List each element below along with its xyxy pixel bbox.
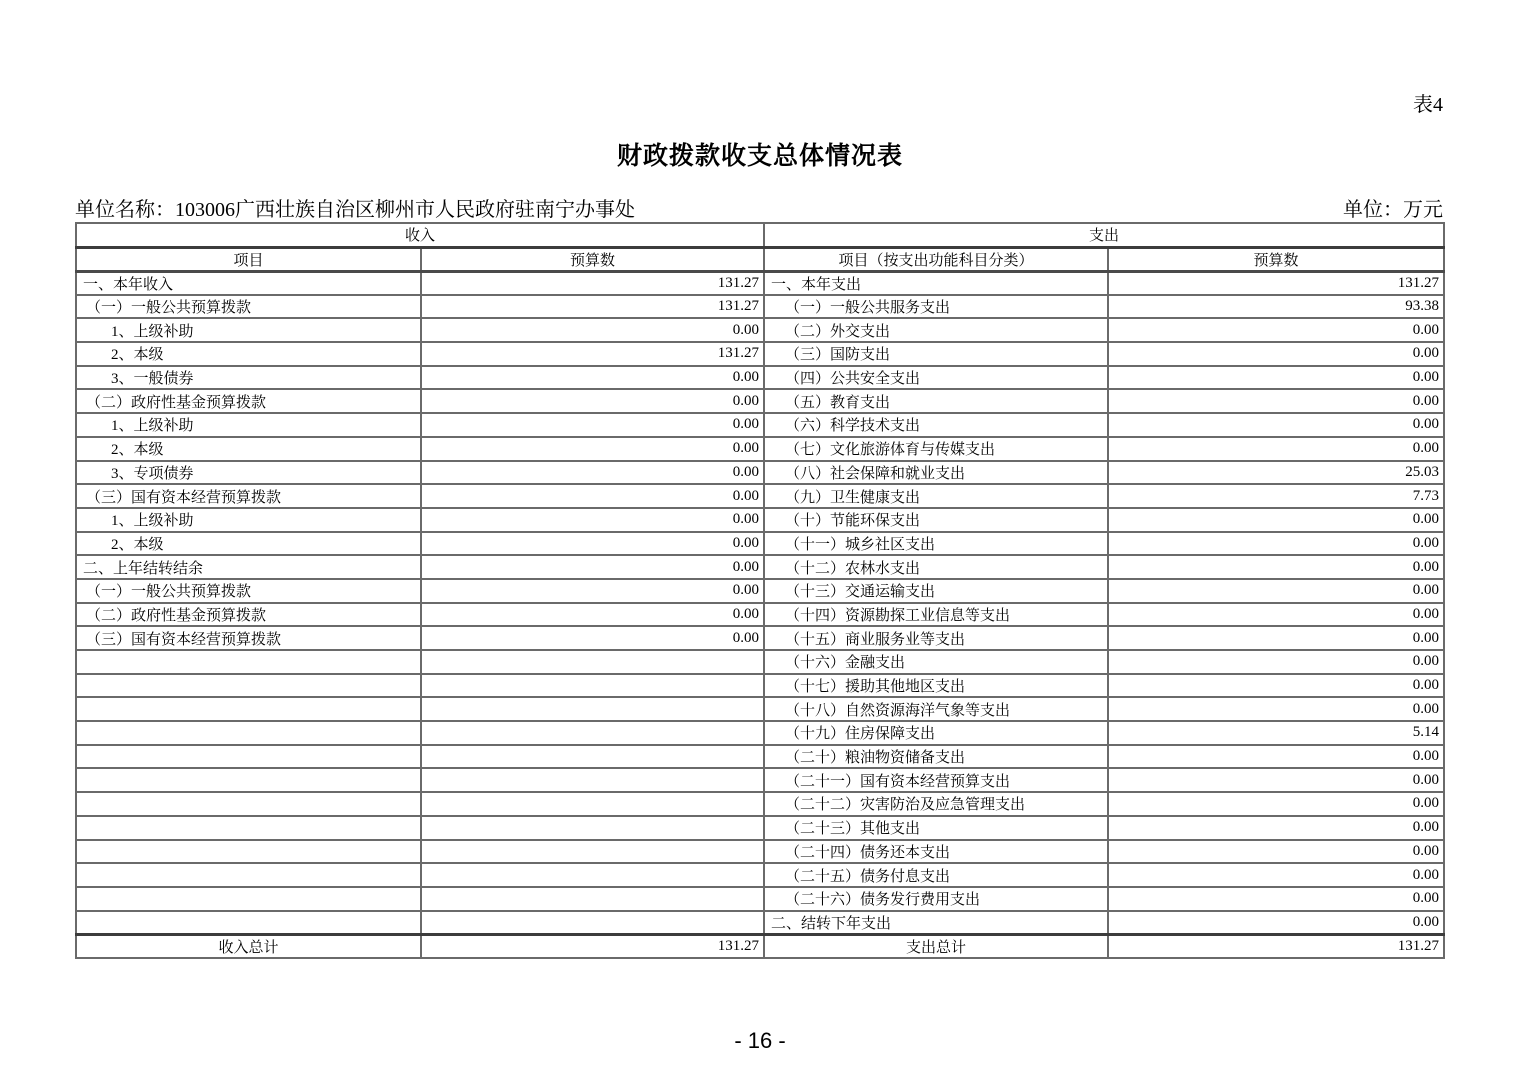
table-row xyxy=(76,674,1444,698)
income-value-cell: 0.00 xyxy=(421,603,764,627)
income-value-cell xyxy=(421,768,764,792)
income-value-cell: 0.00 xyxy=(421,484,764,508)
table-row xyxy=(76,413,1444,437)
expense-value-cell: 0.00 xyxy=(1108,626,1444,650)
income-value-cell: 131.27 xyxy=(421,342,764,366)
income-item-cell xyxy=(76,674,421,698)
expense-value-cell: 0.00 xyxy=(1108,389,1444,413)
income-item-cell: （三）国有资本经营预算拨款 xyxy=(76,484,421,508)
budget-table xyxy=(75,222,1445,959)
table-row xyxy=(76,768,1444,792)
income-value-cell: 0.00 xyxy=(421,532,764,556)
expense-value-cell: 0.00 xyxy=(1108,555,1444,579)
income-value-cell: 0.00 xyxy=(421,626,764,650)
expense-item-cell: （十八）自然资源海洋气象等支出 xyxy=(764,697,1108,721)
expense-item-cell: （一）一般公共服务支出 xyxy=(764,295,1108,319)
income-value-cell: 131.27 xyxy=(421,295,764,319)
income-header: 收入 xyxy=(76,223,764,247)
table-row xyxy=(76,342,1444,366)
income-item-cell xyxy=(76,745,421,769)
expense-item-cell: （十一）城乡社区支出 xyxy=(764,532,1108,556)
income-value-cell: 0.00 xyxy=(421,318,764,342)
expense-value-cell: 93.38 xyxy=(1108,295,1444,319)
income-item-cell xyxy=(76,863,421,887)
income-value-column-header: 预算数 xyxy=(421,247,764,271)
income-item-cell xyxy=(76,911,421,935)
expense-value-cell: 131.27 xyxy=(1108,271,1444,295)
income-item-cell: 2、本级 xyxy=(76,532,421,556)
income-item-cell xyxy=(76,887,421,911)
expense-value-cell: 0.00 xyxy=(1108,911,1444,935)
income-item-cell xyxy=(76,792,421,816)
table-row xyxy=(76,697,1444,721)
income-item-cell xyxy=(76,721,421,745)
income-item-cell xyxy=(76,816,421,840)
table-row xyxy=(76,626,1444,650)
unit-of-measure-label: 单位：万元 xyxy=(1343,199,1443,221)
income-value-cell xyxy=(421,863,764,887)
income-item-cell: 1、上级补助 xyxy=(76,318,421,342)
expense-value-cell: 0.00 xyxy=(1108,840,1444,864)
table-body xyxy=(76,271,1444,958)
table-row xyxy=(76,603,1444,627)
income-item-column-header: 项目 xyxy=(76,247,421,271)
table-row xyxy=(76,437,1444,461)
expense-item-cell: （十）节能环保支出 xyxy=(764,508,1108,532)
income-value-cell xyxy=(421,816,764,840)
table-row xyxy=(76,840,1444,864)
table-row xyxy=(76,508,1444,532)
expense-item-cell: （二十）粮油物资储备支出 xyxy=(764,745,1108,769)
income-item-cell xyxy=(76,697,421,721)
expense-value-cell: 0.00 xyxy=(1108,863,1444,887)
expense-value-cell: 5.14 xyxy=(1108,721,1444,745)
expense-total-value-cell: 131.27 xyxy=(1108,934,1444,958)
income-item-cell: （二）政府性基金预算拨款 xyxy=(76,389,421,413)
expense-item-cell: （十六）金融支出 xyxy=(764,650,1108,674)
table-row xyxy=(76,555,1444,579)
expense-item-cell: （二）外交支出 xyxy=(764,318,1108,342)
table-row xyxy=(76,911,1444,935)
expense-item-cell: （八）社会保障和就业支出 xyxy=(764,461,1108,485)
expense-item-cell: （二十五）债务付息支出 xyxy=(764,863,1108,887)
expense-item-column-header: 项目（按支出功能科目分类） xyxy=(764,247,1108,271)
expense-value-cell: 0.00 xyxy=(1108,697,1444,721)
expense-value-cell: 25.03 xyxy=(1108,461,1444,485)
income-value-cell xyxy=(421,911,764,935)
expense-item-cell: （九）卫生健康支出 xyxy=(764,484,1108,508)
income-value-cell: 0.00 xyxy=(421,389,764,413)
sheet-label: 表4 xyxy=(1413,94,1443,116)
income-item-cell: 2、本级 xyxy=(76,342,421,366)
income-item-cell: （一）一般公共预算拨款 xyxy=(76,295,421,319)
expense-item-cell: （十二）农林水支出 xyxy=(764,555,1108,579)
expense-value-cell: 0.00 xyxy=(1108,532,1444,556)
table-row xyxy=(76,745,1444,769)
expense-header: 支出 xyxy=(764,223,1444,247)
expense-item-cell: （十九）住房保障支出 xyxy=(764,721,1108,745)
income-value-cell xyxy=(421,745,764,769)
expense-item-cell: （七）文化旅游体育与传媒支出 xyxy=(764,437,1108,461)
income-item-cell: 一、本年收入 xyxy=(76,271,421,295)
meta-row xyxy=(75,193,1443,222)
table-row xyxy=(76,887,1444,911)
table-total-row xyxy=(76,934,1444,958)
table-row xyxy=(76,461,1444,485)
income-total-value-cell: 131.27 xyxy=(421,934,764,958)
table-row xyxy=(76,792,1444,816)
income-value-cell xyxy=(421,840,764,864)
table-row xyxy=(76,271,1444,295)
income-item-cell: 二、上年结转结余 xyxy=(76,555,421,579)
table-row xyxy=(76,318,1444,342)
income-value-cell xyxy=(421,697,764,721)
expense-value-cell: 7.73 xyxy=(1108,484,1444,508)
expense-item-cell: （十五）商业服务业等支出 xyxy=(764,626,1108,650)
income-item-cell: 3、一般债券 xyxy=(76,366,421,390)
table-header-column-row xyxy=(76,247,1444,271)
income-value-cell xyxy=(421,887,764,911)
table-row xyxy=(76,532,1444,556)
expense-value-cell: 0.00 xyxy=(1108,887,1444,911)
table-row xyxy=(76,484,1444,508)
table-row xyxy=(76,366,1444,390)
expense-item-cell: （二十一）国有资本经营预算支出 xyxy=(764,768,1108,792)
income-item-cell: 1、上级补助 xyxy=(76,413,421,437)
expense-item-cell: （二十六）债务发行费用支出 xyxy=(764,887,1108,911)
income-value-cell: 0.00 xyxy=(421,413,764,437)
expense-item-cell: （十三）交通运输支出 xyxy=(764,579,1108,603)
page-number: - 16 - xyxy=(734,1028,786,1053)
table-row xyxy=(76,389,1444,413)
income-item-cell: （二）政府性基金预算拨款 xyxy=(76,603,421,627)
table-row xyxy=(76,721,1444,745)
expense-value-cell: 0.00 xyxy=(1108,792,1444,816)
expense-value-cell: 0.00 xyxy=(1108,768,1444,792)
income-value-cell xyxy=(421,792,764,816)
unit-name-label: 单位名称：103006广西壮族自治区柳州市人民政府驻南宁办事处 xyxy=(75,199,635,221)
expense-item-cell: （二十三）其他支出 xyxy=(764,816,1108,840)
expense-total-label-cell: 支出总计 xyxy=(764,934,1108,958)
expense-value-cell: 0.00 xyxy=(1108,674,1444,698)
expense-value-cell: 0.00 xyxy=(1108,318,1444,342)
income-value-cell xyxy=(421,650,764,674)
income-value-cell: 0.00 xyxy=(421,437,764,461)
expense-item-cell: 二、结转下年支出 xyxy=(764,911,1108,935)
expense-item-cell: （五）教育支出 xyxy=(764,389,1108,413)
expense-item-cell: （二十四）债务还本支出 xyxy=(764,840,1108,864)
income-item-cell: （三）国有资本经营预算拨款 xyxy=(76,626,421,650)
expense-item-cell: （二十二）灾害防治及应急管理支出 xyxy=(764,792,1108,816)
income-value-cell: 0.00 xyxy=(421,555,764,579)
income-total-label-cell: 收入总计 xyxy=(76,934,421,958)
table-row xyxy=(76,863,1444,887)
expense-value-cell: 0.00 xyxy=(1108,413,1444,437)
expense-value-cell: 0.00 xyxy=(1108,366,1444,390)
table-header-group-row xyxy=(76,223,1444,247)
expense-value-cell: 0.00 xyxy=(1108,342,1444,366)
expense-item-cell: （六）科学技术支出 xyxy=(764,413,1108,437)
table-row xyxy=(76,579,1444,603)
table-row xyxy=(76,295,1444,319)
expense-item-cell: （四）公共安全支出 xyxy=(764,366,1108,390)
income-item-cell xyxy=(76,840,421,864)
income-item-cell: 1、上级补助 xyxy=(76,508,421,532)
page-title: 财政拨款收支总体情况表 xyxy=(616,143,903,170)
income-item-cell xyxy=(76,650,421,674)
income-item-cell xyxy=(76,768,421,792)
expense-value-cell: 0.00 xyxy=(1108,745,1444,769)
expense-item-cell: 一、本年支出 xyxy=(764,271,1108,295)
income-value-cell: 0.00 xyxy=(421,508,764,532)
expense-value-cell: 0.00 xyxy=(1108,603,1444,627)
income-value-cell xyxy=(421,721,764,745)
expense-value-cell: 0.00 xyxy=(1108,437,1444,461)
income-value-cell xyxy=(421,674,764,698)
income-item-cell: 3、专项债券 xyxy=(76,461,421,485)
expense-value-column-header: 预算数 xyxy=(1108,247,1444,271)
income-value-cell: 0.00 xyxy=(421,461,764,485)
expense-value-cell: 0.00 xyxy=(1108,816,1444,840)
income-item-cell: 2、本级 xyxy=(76,437,421,461)
expense-value-cell: 0.00 xyxy=(1108,650,1444,674)
table-row xyxy=(76,816,1444,840)
income-item-cell: （一）一般公共预算拨款 xyxy=(76,579,421,603)
expense-item-cell: （十四）资源勘探工业信息等支出 xyxy=(764,603,1108,627)
income-value-cell: 0.00 xyxy=(421,579,764,603)
income-value-cell: 131.27 xyxy=(421,271,764,295)
expense-item-cell: （十七）援助其他地区支出 xyxy=(764,674,1108,698)
expense-value-cell: 0.00 xyxy=(1108,579,1444,603)
income-value-cell: 0.00 xyxy=(421,366,764,390)
table-row xyxy=(76,650,1444,674)
expense-item-cell: （三）国防支出 xyxy=(764,342,1108,366)
expense-value-cell: 0.00 xyxy=(1108,508,1444,532)
